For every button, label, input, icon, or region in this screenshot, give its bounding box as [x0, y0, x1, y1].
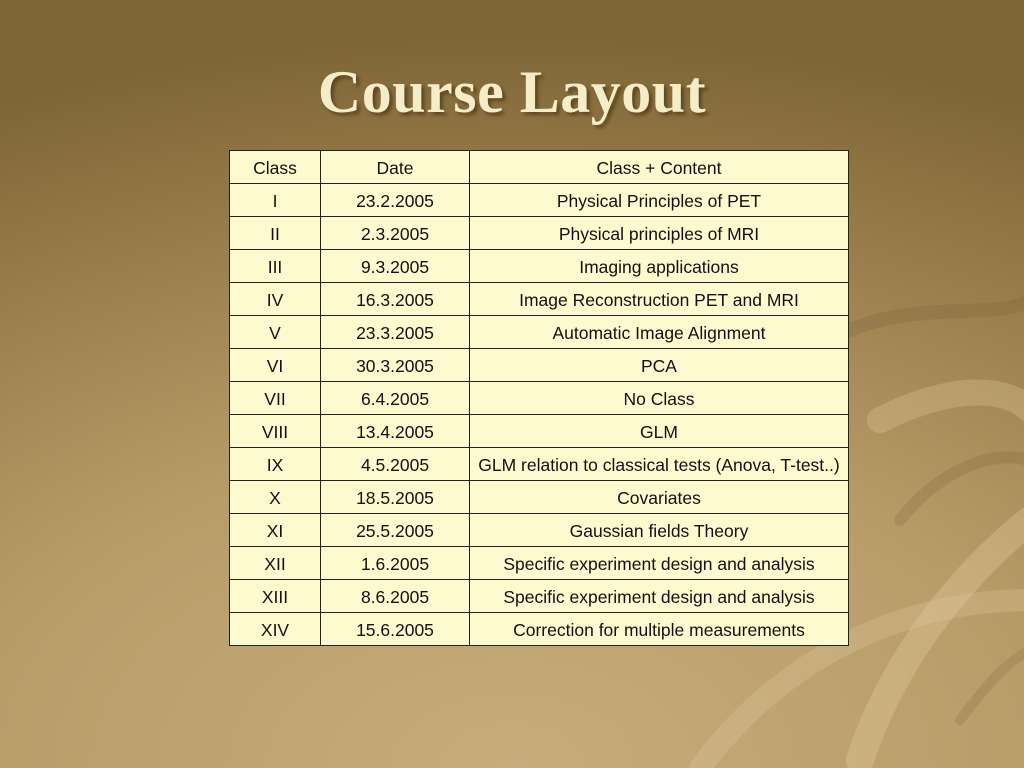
- cell-date: 8.6.2005: [321, 580, 470, 613]
- table-row: [230, 283, 849, 316]
- table-row: [230, 481, 849, 514]
- cell-content: Covariates: [470, 481, 849, 514]
- cell-date: 1.6.2005: [321, 547, 470, 580]
- slide-title: Course Layout: [317, 59, 707, 125]
- table-row: [230, 547, 849, 580]
- table-row: [230, 448, 849, 481]
- cell-content: Physical principles of MRI: [470, 217, 849, 250]
- course-schedule-table: [229, 150, 849, 646]
- cell-content: Specific experiment design and analysis: [470, 547, 849, 580]
- cell-date: 16.3.2005: [321, 283, 470, 316]
- cell-class: IV: [230, 283, 321, 316]
- cell-class: VIII: [230, 415, 321, 448]
- cell-date: 9.3.2005: [321, 250, 470, 283]
- cell-class: XI: [230, 514, 321, 547]
- cell-class: I: [230, 184, 321, 217]
- table-row: [230, 514, 849, 547]
- cell-content: Automatic Image Alignment: [470, 316, 849, 349]
- cell-content: Physical Principles of PET: [470, 184, 849, 217]
- cell-date: 2.3.2005: [321, 217, 470, 250]
- cell-class: XIV: [230, 613, 321, 646]
- cell-date: 25.5.2005: [321, 514, 470, 547]
- table-row: [230, 316, 849, 349]
- cell-date: 23.2.2005: [321, 184, 470, 217]
- cell-content: Imaging applications: [470, 250, 849, 283]
- table-row: [230, 382, 849, 415]
- header-content: Class + Content: [470, 151, 849, 184]
- cell-content: Gaussian fields Theory: [470, 514, 849, 547]
- cell-class: XII: [230, 547, 321, 580]
- cell-class: VI: [230, 349, 321, 382]
- cell-class: VII: [230, 382, 321, 415]
- cell-content: PCA: [470, 349, 849, 382]
- cell-content: Image Reconstruction PET and MRI: [470, 283, 849, 316]
- cell-content: No Class: [470, 382, 849, 415]
- cell-date: 15.6.2005: [321, 613, 470, 646]
- cell-date: 13.4.2005: [321, 415, 470, 448]
- cell-content: Correction for multiple measurements: [470, 613, 849, 646]
- table-row: [230, 349, 849, 382]
- cell-class: II: [230, 217, 321, 250]
- table-header-row: [230, 151, 849, 184]
- cell-class: III: [230, 250, 321, 283]
- cell-class: IX: [230, 448, 321, 481]
- table-row: [230, 217, 849, 250]
- cell-date: 30.3.2005: [321, 349, 470, 382]
- table-row: [230, 415, 849, 448]
- table-row: [230, 580, 849, 613]
- cell-content: GLM relation to classical tests (Anova, T-test..): [470, 448, 849, 481]
- cell-date: 23.3.2005: [321, 316, 470, 349]
- cell-class: XIII: [230, 580, 321, 613]
- header-class: Class: [230, 151, 321, 184]
- table-row: [230, 613, 849, 646]
- cell-content: GLM: [470, 415, 849, 448]
- cell-class: V: [230, 316, 321, 349]
- table-row: [230, 184, 849, 217]
- cell-date: 18.5.2005: [321, 481, 470, 514]
- cell-date: 4.5.2005: [321, 448, 470, 481]
- cell-content: Specific experiment design and analysis: [470, 580, 849, 613]
- table-row: [230, 250, 849, 283]
- header-date: Date: [321, 151, 470, 184]
- cell-date: 6.4.2005: [321, 382, 470, 415]
- cell-class: X: [230, 481, 321, 514]
